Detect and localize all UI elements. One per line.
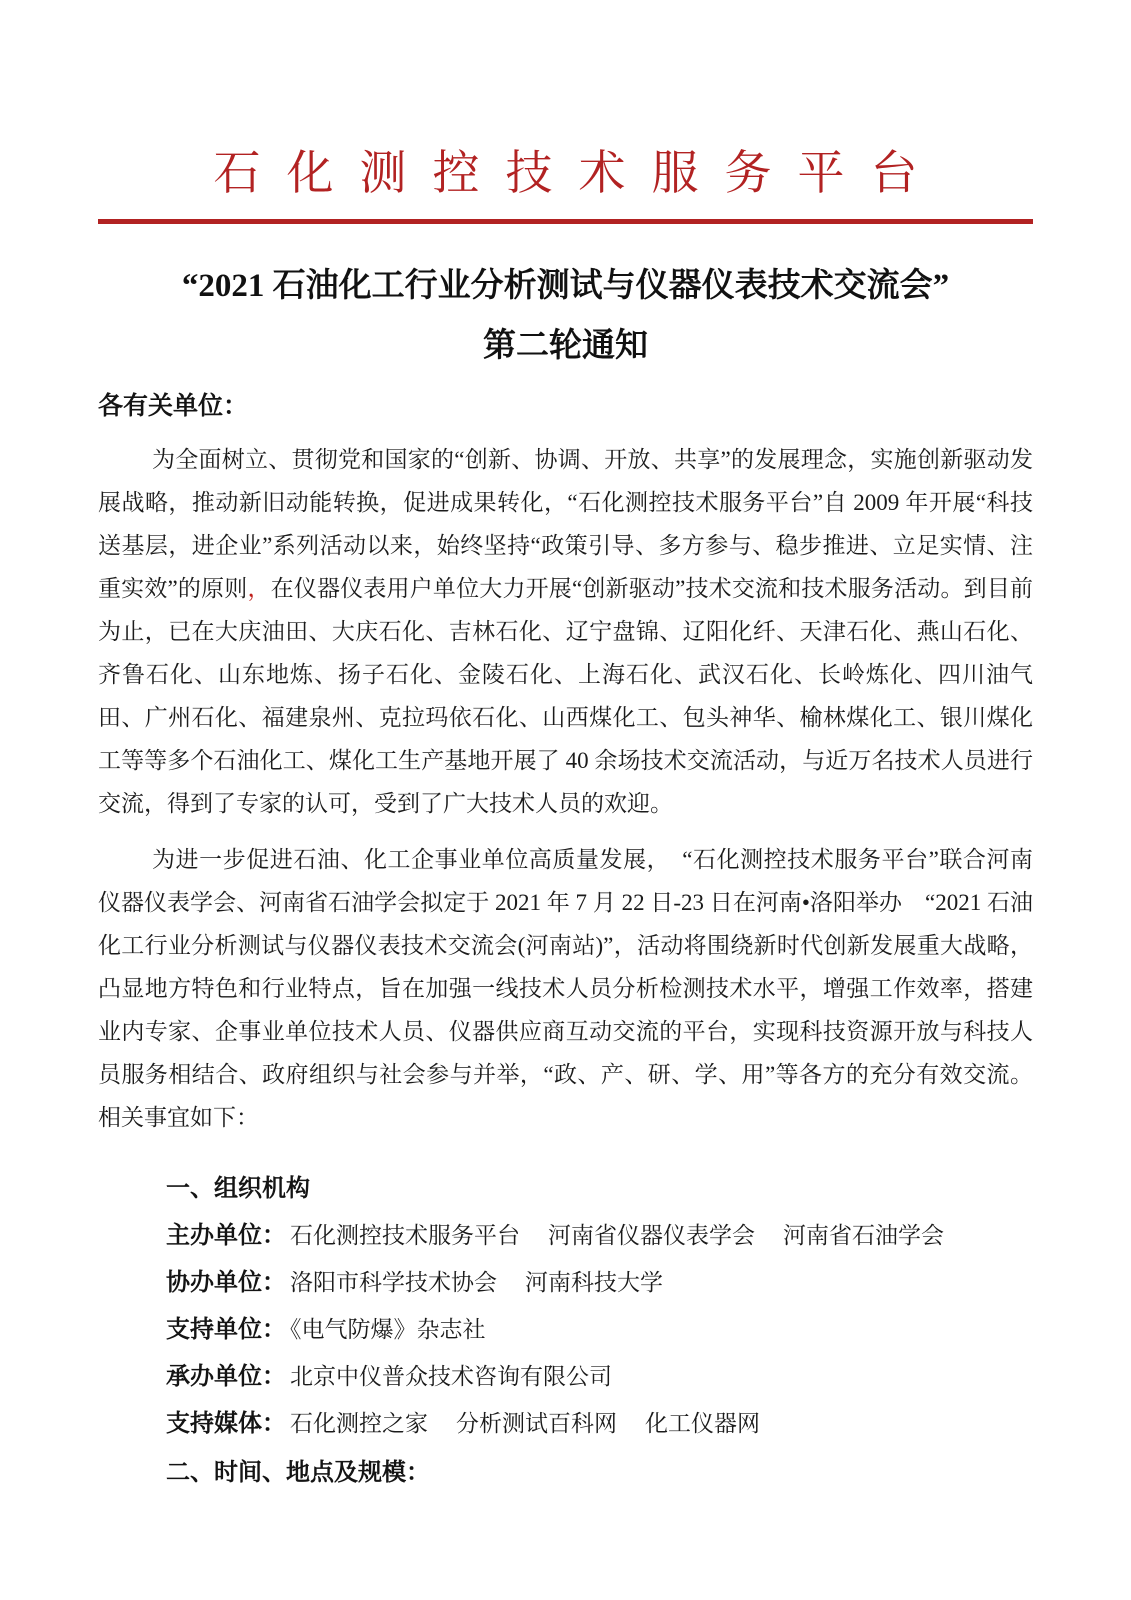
org-label-supporting-unit: 支持单位：: [166, 1316, 286, 1343]
section-2-heading: 二、时间、地点及规模：: [166, 1459, 430, 1486]
org-value: 河南省石油学会: [783, 1223, 944, 1248]
paragraph-1-text-before-red-comma: 为全面树立、贯彻党和国家的“创新、协调、开放、共享”的发展理念，实施创新驱动发展战略，推动新旧动能转换，促进成果转化，“石化测控技术服务平台”自 2009 年开展“科技送基层，进企业”系列活动以来，始终坚持“政策引导、多方参与、稳步推进、立足实情、注重实效”的原则: [98, 447, 1033, 601]
org-value: 河南省仪器仪表学会: [548, 1223, 755, 1248]
org-label-hosts: 主办单位：: [166, 1222, 286, 1249]
org-value: 北京中仪普众技术咨询有限公司: [290, 1364, 612, 1389]
org-value: 化工仪器网: [645, 1411, 760, 1436]
org-row-hosts: [98, 1212, 1033, 1259]
brand-title: 石化测控技术服务平台: [213, 148, 944, 200]
org-row-media: [98, 1400, 1033, 1447]
org-label-undertaker: 承办单位：: [166, 1363, 286, 1390]
document-subtitle: 第二轮通知: [483, 328, 648, 364]
org-value: 石化测控技术服务平台: [290, 1223, 520, 1248]
org-value: 石化测控之家: [290, 1411, 428, 1436]
paragraph-1: [98, 438, 1033, 825]
masthead: [98, 146, 1033, 224]
org-value: 分析测试百科网: [456, 1411, 617, 1436]
org-row-supporting-unit: [98, 1306, 1033, 1353]
org-label-media: 支持媒体：: [166, 1410, 286, 1437]
section-1-heading: 一、组织机构: [166, 1175, 310, 1202]
org-row-coorganizers: [98, 1259, 1033, 1306]
org-value: 河南科技大学: [525, 1270, 663, 1295]
org-value: 洛阳市科学技术协会: [290, 1270, 497, 1295]
org-row-undertaker: [98, 1353, 1033, 1400]
paragraph-2: 为进一步促进石油、化工企事业单位高质量发展， “石化测控技术服务平台”联合河南仪器仪表学会、河南省石油学会拟定于 2021 年 7 月 22 日-23 日在河南•洛阳举办 “2021 石油化工行业分析测试与仪器仪表技术交流会(河南站)”，活动将围绕新时代创新发展重大战略，凸显地方特色和行业特点，旨在加强一线技术人员分析检测技术水平，增强工作效率，搭建业内专家、企事业单位技术人员、仪器供应商互动交流的平台，实现科技资源开放与科技人员服务相结合、政府组织与社会参与并举，“政、产、研、学、用”等各方的充分有效交流。相关事宜如下：: [98, 847, 1033, 1130]
document-title: “2021 石油化工行业分析测试与仪器仪表技术交流会”: [181, 268, 950, 304]
salutation: 各有关单位：: [98, 392, 249, 420]
red-comma: ，: [247, 576, 271, 601]
header-rule-divider: [98, 219, 1033, 224]
org-value: 《电气防爆》杂志社: [290, 1317, 486, 1342]
org-label-coorganizers: 协办单位：: [166, 1269, 286, 1296]
paragraph-1-text-after-red-comma: 在仪器仪表用户单位大力开展“创新驱动”技术交流和技术服务活动。到目前为止，已在大庆油田、大庆石化、吉林石化、辽宁盘锦、辽阳化纤、天津石化、燕山石化、齐鲁石化、山东地炼、扬子石化、金陵石化、上海石化、武汉石化、长岭炼化、四川油气田、广州石化、福建泉州、克拉玛依石化、山西煤化工、包头神华、榆林煤化工、银川煤化工等等多个石油化工、煤化工生产基地开展了 40 余场技术交流活动，与近万名技术人员进行交流，得到了专家的认可，受到了广大技术人员的欢迎。: [98, 576, 1033, 816]
